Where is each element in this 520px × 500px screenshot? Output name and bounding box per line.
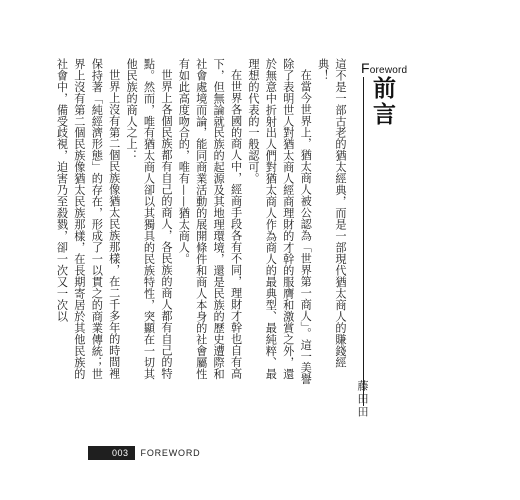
- page-footer: [88, 446, 200, 460]
- chapter-heading: [359, 60, 408, 410]
- heading-divider-rule: [363, 77, 364, 406]
- paragraph-4: 世界上各個民族都有自己的商人，各民族的商人都有自己的特點。然而，唯有猶太商人卻以其獨具的民族特性，突顯在一切其他民族的商人之上：: [125, 58, 173, 380]
- footer-section-label: FOREWORD: [140, 448, 201, 458]
- paragraph-2: 在當今世界上，猶太商人被公認為「世界第一商人」。這一美譽除了表明世人對猶太商人經商理財的才幹的服膺和激賞之外，還於無意中折射出人們對猶太商人作為商人的最典型、最純粹、最理想的代表的一般認可。: [246, 58, 313, 386]
- paragraph-5: 世界上沒有第二個民族像猶太民族那樣，在二千多年的時間裡保持著「純經濟形態」的存在，形成了一以貫之的商業傳統；世界上沒有第二個民族像猶太民族那樣，在長期寄居於其他民族的社會中，備受歧視，迫害乃至殺戮，卻一次又一次以: [55, 58, 121, 380]
- section-label: [361, 60, 407, 76]
- page-number-badge: 003: [88, 446, 135, 460]
- section-label-rest: oreword: [369, 65, 408, 76]
- paragraph-3: 在世界各國的商人中，經商手段各有不同，理財才幹也自有高下，但無論就民族的起源及其地理環境，還是民族的歷史遭際和社會處境而論，能同商業活動的展開條件和商人本身的社會屬性有如此高度吻合的，唯有——猶太商人。: [177, 58, 243, 380]
- paragraph-1: 這不是一部古老的猶太經典，而是一部現代猶太商人的賺錢經典！: [316, 58, 347, 368]
- body-text: [55, 58, 349, 390]
- section-label-initial: F: [361, 60, 370, 76]
- author-name: 藤田田: [356, 380, 369, 419]
- chapter-title: 前言: [369, 76, 395, 128]
